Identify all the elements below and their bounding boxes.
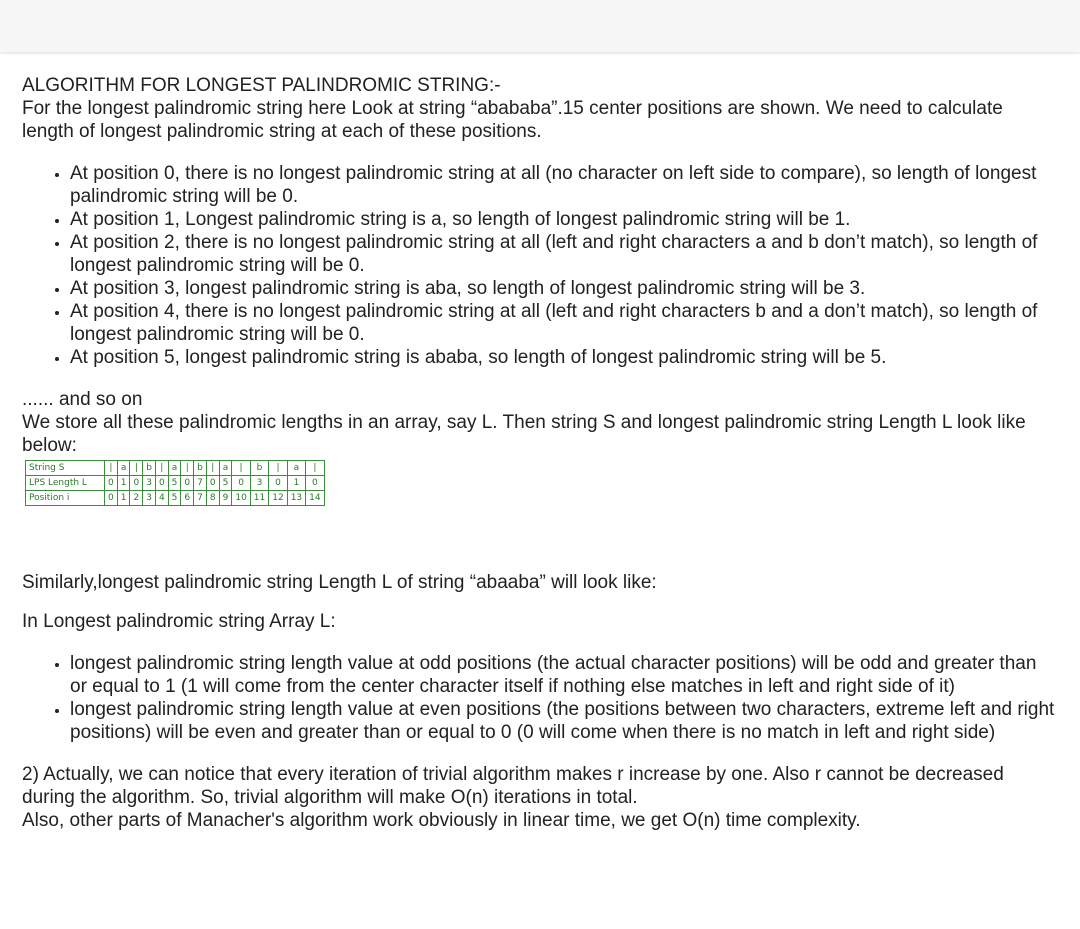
table-cell: | bbox=[306, 461, 324, 476]
table-cell: 0 bbox=[232, 476, 250, 491]
table-cell: 0 bbox=[206, 476, 219, 491]
list-item: • longest palindromic string length value at odd positions (the actual character positions) will be odd and greater than or equal to 1 (1 will come from the center character itself if nothing else matches in left and right side of it) bbox=[70, 652, 1057, 698]
top-bar bbox=[0, 0, 1080, 52]
list-item: • At position 0, there is no longest palindromic string at all (no character on left side to compare), so length of longest palindromic string will be 0. bbox=[70, 162, 1057, 208]
table-cell: 1 bbox=[117, 476, 130, 491]
array-properties-list bbox=[22, 652, 1057, 744]
complexity-conclusion: Also, other parts of Manacher's algorithm work obviously in linear time, we get O(n) time complexity. bbox=[22, 810, 861, 831]
complexity-paragraph: 2) Actually, we can notice that every iteration of trivial algorithm makes r increase by one. Also r cannot be decreased during the algorithm. So, trivial algorithm will make O(n) iterations in total. bbox=[22, 764, 1004, 808]
table-cell: 8 bbox=[206, 491, 219, 506]
table-cell: 3 bbox=[143, 476, 156, 491]
string-s-row bbox=[26, 461, 325, 476]
list-item: • At position 2, there is no longest palindromic string at all (left and right characters a and b don’t match), so length of longest palindromic string will be 0. bbox=[70, 231, 1057, 277]
table-cell: a bbox=[168, 461, 181, 476]
list-item: • At position 3, longest palindromic string is aba, so length of longest palindromic string will be 3. bbox=[70, 277, 1057, 300]
table-cell: a bbox=[219, 461, 232, 476]
heading: ALGORITHM FOR LONGEST PALINDROMIC STRING:- bbox=[22, 75, 501, 96]
list-item: • longest palindromic string length value at even positions (the positions between two characters, extreme left and right positions) will be even and greater than or equal to 0 (0 will come when there is no match in left and right side) bbox=[70, 698, 1057, 744]
table-cell: | bbox=[155, 461, 168, 476]
table-cell: 0 bbox=[181, 476, 194, 491]
position-row bbox=[26, 491, 325, 506]
table-cell: 3 bbox=[250, 476, 268, 491]
store-paragraph: We store all these palindromic lengths in an array, say L. Then string S and longest palindromic string Length L look like below: bbox=[22, 412, 1026, 456]
table-cell: 5 bbox=[219, 476, 232, 491]
table-cell: | bbox=[105, 461, 118, 476]
table-cell: | bbox=[232, 461, 250, 476]
row-label: String S bbox=[26, 461, 105, 476]
lps-table bbox=[25, 460, 325, 506]
table-cell: 3 bbox=[143, 491, 156, 506]
table-cell: a bbox=[117, 461, 130, 476]
table-cell: 14 bbox=[306, 491, 324, 506]
table-cell: 0 bbox=[269, 476, 287, 491]
table-cell: b bbox=[143, 461, 156, 476]
document-body bbox=[22, 74, 1057, 832]
table-cell: 9 bbox=[219, 491, 232, 506]
table-cell: | bbox=[181, 461, 194, 476]
table-cell: | bbox=[206, 461, 219, 476]
table-cell: 0 bbox=[306, 476, 324, 491]
table-cell: 6 bbox=[181, 491, 194, 506]
list-item: • At position 5, longest palindromic string is ababa, so length of longest palindromic string will be 5. bbox=[70, 346, 1057, 369]
list-item: • At position 4, there is no longest palindromic string at all (left and right characters b and a don’t match), so length of longest palindromic string will be 0. bbox=[70, 300, 1057, 346]
list-item: • At position 1, Longest palindromic string is a, so length of longest palindromic string will be 1. bbox=[70, 208, 1057, 231]
row-label: LPS Length L bbox=[26, 476, 105, 491]
table-cell: 5 bbox=[168, 476, 181, 491]
table-cell: a bbox=[287, 461, 305, 476]
intro-paragraph: For the longest palindromic string here Look at string “abababa”.15 center positions are shown. We need to calculate length of longest palindromic string at each of these positions. bbox=[22, 98, 1003, 142]
table-cell: 7 bbox=[194, 491, 207, 506]
table-cell: 0 bbox=[130, 476, 143, 491]
table-cell: 5 bbox=[168, 491, 181, 506]
table-cell: 11 bbox=[250, 491, 268, 506]
table-cell: 1 bbox=[117, 491, 130, 506]
and-so-on-text: ...... and so on bbox=[22, 389, 143, 410]
table-cell: 10 bbox=[232, 491, 250, 506]
lps-length-row bbox=[26, 476, 325, 491]
table-cell: 13 bbox=[287, 491, 305, 506]
table-cell: 2 bbox=[130, 491, 143, 506]
table-cell: 0 bbox=[105, 476, 118, 491]
table-cell: 7 bbox=[194, 476, 207, 491]
table-cell: | bbox=[130, 461, 143, 476]
similarly-text: Similarly,longest palindromic string Length L of string “abaaba” will look like: bbox=[22, 572, 657, 593]
table-cell: 12 bbox=[269, 491, 287, 506]
positions-list bbox=[22, 162, 1057, 369]
table-cell: | bbox=[269, 461, 287, 476]
table-cell: 0 bbox=[105, 491, 118, 506]
table-cell: b bbox=[250, 461, 268, 476]
row-label: Position i bbox=[26, 491, 105, 506]
table-cell: 0 bbox=[155, 476, 168, 491]
table-cell: 1 bbox=[287, 476, 305, 491]
table-cell: 4 bbox=[155, 491, 168, 506]
table-cell: b bbox=[194, 461, 207, 476]
array-intro-text: In Longest palindromic string Array L: bbox=[22, 611, 336, 632]
